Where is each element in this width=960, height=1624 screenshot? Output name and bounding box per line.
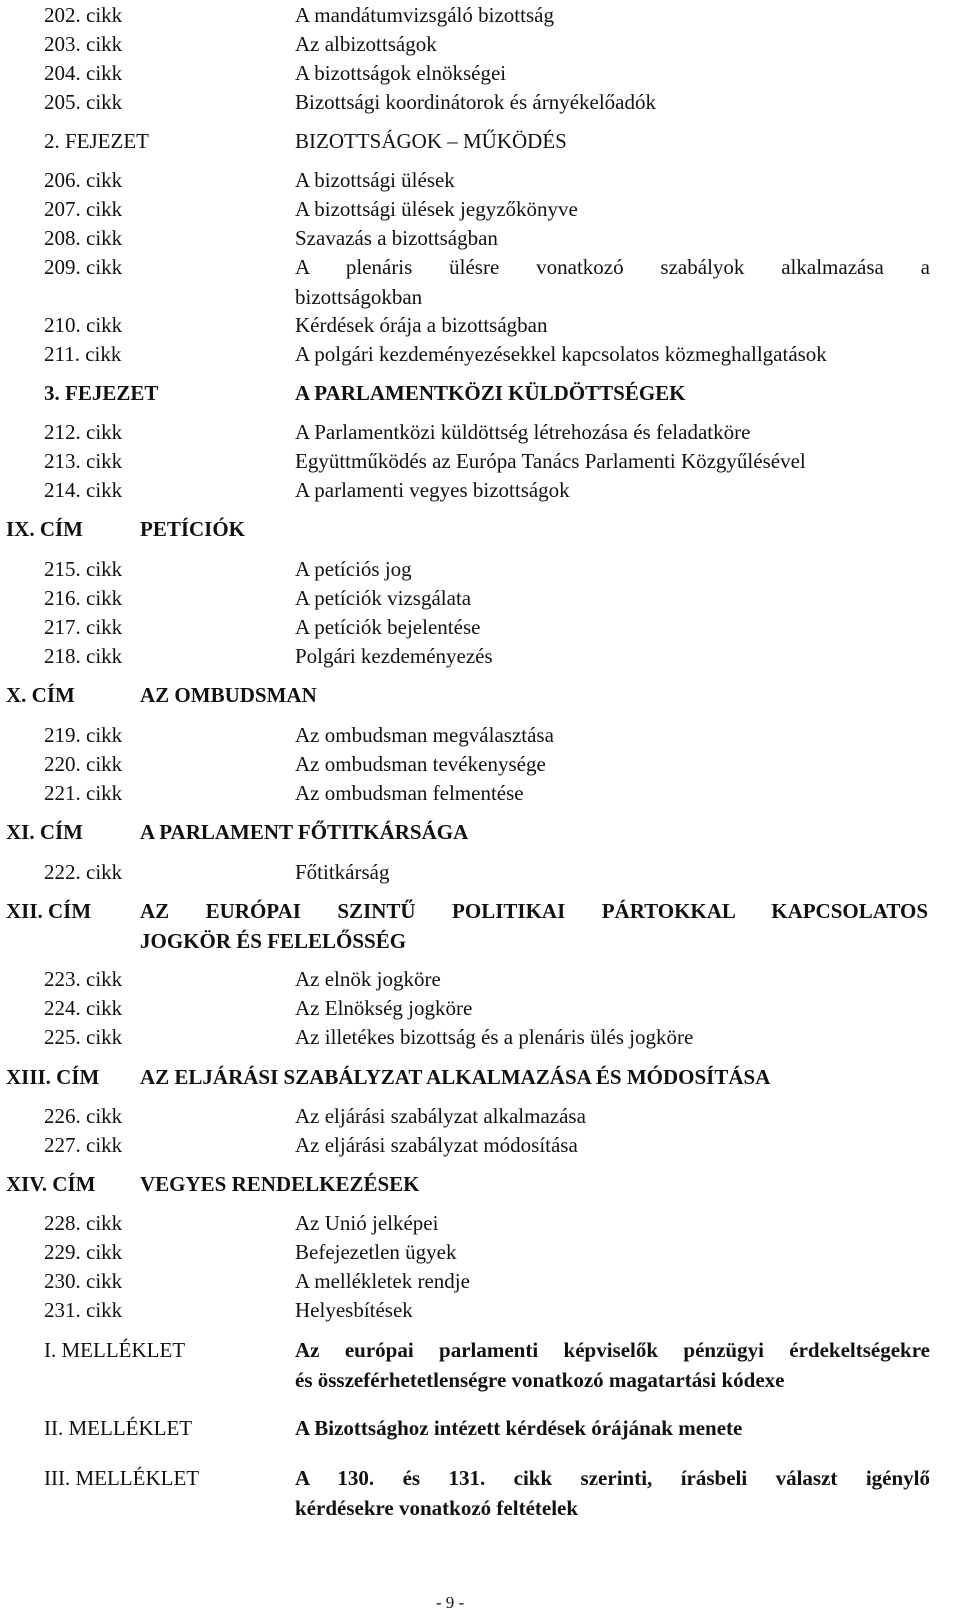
article-title: Az ombudsman tevékenysége: [295, 752, 546, 776]
annex-title-line: és összeférhetetlenségre vonatkozó magatartási kódexe: [295, 1368, 785, 1392]
chapter-heading: [0, 126, 960, 156]
toc-entry: [0, 857, 960, 887]
toc-entry: [0, 58, 960, 88]
toc-entry: [0, 964, 960, 994]
title-heading: [0, 680, 960, 710]
article-title: [295, 252, 930, 312]
annex-entry: [0, 1463, 960, 1523]
article-number: 226. cikk: [44, 1104, 123, 1128]
annex-title-line: Az európai parlamenti képviselők pénzügyi érdekeltségekre: [295, 1338, 930, 1362]
article-title: Az elnök jogköre: [295, 967, 441, 991]
title-number: XIV. CÍM: [6, 1172, 96, 1196]
article-number: 203. cikk: [44, 32, 123, 56]
article-title: A parlamenti vegyes bizottságok: [295, 478, 570, 502]
title-name-line: AZ EURÓPAI SZINTŰ POLITIKAI PÁRTOKKAL KAPCSOLATOS: [140, 899, 928, 923]
article-title: Főtitkárság: [295, 860, 390, 884]
article-number: 208. cikk: [44, 226, 123, 250]
title-number: IX. CÍM: [6, 517, 83, 541]
article-title: A polgári kezdeményezésekkel kapcsolatos közmeghallgatások: [295, 342, 827, 366]
article-number: 224. cikk: [44, 996, 123, 1020]
toc-entry: [0, 310, 960, 340]
chapter-title: BIZOTTSÁGOK – MŰKÖDÉS: [295, 129, 567, 153]
article-title-line: A plenáris ülésre vonatkozó szabályok alkalmazása a: [295, 255, 930, 279]
toc-entry: [0, 0, 960, 30]
article-number: 207. cikk: [44, 197, 123, 221]
title-heading: [0, 817, 960, 847]
toc-entry: [0, 1130, 960, 1160]
title-heading: [0, 1062, 960, 1092]
title-name: VEGYES RENDELKEZÉSEK: [140, 1172, 420, 1196]
article-number: 210. cikk: [44, 313, 123, 337]
toc-entry: [0, 993, 960, 1023]
toc-entry: [0, 223, 960, 253]
toc-entry: [0, 720, 960, 750]
toc-entry: [0, 339, 960, 369]
chapter-number: 3. FEJEZET: [44, 381, 159, 405]
article-title: Az ombudsman felmentése: [295, 781, 524, 805]
toc-entry: [0, 554, 960, 584]
title-name: AZ OMBUDSMAN: [140, 683, 317, 707]
article-number: 221. cikk: [44, 781, 123, 805]
page-number: - 9 -: [435, 1593, 465, 1612]
chapter-title: A PARLAMENTKÖZI KÜLDÖTTSÉGEK: [295, 381, 686, 405]
article-title: Bizottsági koordinátorok és árnyékelőadók: [295, 90, 656, 114]
article-title: A mellékletek rendje: [295, 1269, 470, 1293]
article-number: 229. cikk: [44, 1240, 123, 1264]
article-title: Együttműködés az Európa Tanács Parlamenti Közgyűlésével: [295, 449, 806, 473]
toc-entry: [0, 165, 960, 195]
title-number: XII. CÍM: [6, 899, 92, 923]
article-number: 215. cikk: [44, 557, 123, 581]
annex-title-line: A 130. és 131. cikk szerinti, írásbeli választ igénylő: [295, 1466, 930, 1490]
article-number: 220. cikk: [44, 752, 123, 776]
article-number: 205. cikk: [44, 90, 123, 114]
article-number: 204. cikk: [44, 61, 123, 85]
article-title: Szavazás a bizottságban: [295, 226, 498, 250]
title-number: XIII. CÍM: [6, 1065, 100, 1089]
toc-entry: [0, 1295, 960, 1325]
toc-entry: [0, 749, 960, 779]
article-number: 211. cikk: [44, 342, 122, 366]
article-number: 219. cikk: [44, 723, 123, 747]
title-heading: [0, 514, 960, 544]
article-number: 228. cikk: [44, 1211, 123, 1235]
article-number: 209. cikk: [44, 255, 123, 279]
article-number: 218. cikk: [44, 644, 123, 668]
toc-entry: [0, 252, 960, 312]
article-number: 231. cikk: [44, 1298, 123, 1322]
title-name: [140, 896, 928, 956]
annex-title: [295, 1463, 930, 1523]
toc-entry: [0, 417, 960, 447]
article-title: Az albizottságok: [295, 32, 437, 56]
toc-entry: [0, 778, 960, 808]
title-heading: [0, 1169, 960, 1199]
article-title: Helyesbítések: [295, 1298, 413, 1322]
article-title: A bizottsági ülések: [295, 168, 455, 192]
article-title: Az illetékes bizottság és a plenáris ülés jogköre: [295, 1025, 694, 1049]
article-title: Az eljárási szabályzat alkalmazása: [295, 1104, 586, 1128]
annex-title: [295, 1335, 930, 1395]
article-title: A petíciók vizsgálata: [295, 586, 472, 610]
toc-entry: [0, 583, 960, 613]
article-title-line: bizottságokban: [295, 285, 423, 309]
article-title: A petíciók bejelentése: [295, 615, 481, 639]
annex-entry: [0, 1413, 960, 1443]
article-title: Befejezetlen ügyek: [295, 1240, 457, 1264]
article-title: Az Elnökség jogköre: [295, 996, 473, 1020]
article-number: 217. cikk: [44, 615, 123, 639]
article-number: 223. cikk: [44, 967, 123, 991]
article-title: A mandátumvizsgáló bizottság: [295, 3, 554, 27]
annex-entry: [0, 1335, 960, 1395]
toc-entry: [0, 446, 960, 476]
annex-title: A Bizottsághoz intézett kérdések órájának menete: [295, 1416, 743, 1440]
title-name: AZ ELJÁRÁSI SZABÁLYZAT ALKALMAZÁSA ÉS MÓDOSÍTÁSA: [140, 1065, 771, 1089]
article-number: 222. cikk: [44, 860, 123, 884]
title-number: X. CÍM: [6, 683, 75, 707]
toc-entry: [0, 1101, 960, 1131]
annex-number: II. MELLÉKLET: [44, 1416, 193, 1440]
toc-entry: [0, 1237, 960, 1267]
chapter-number: 2. FEJEZET: [44, 129, 149, 153]
toc-entry: [0, 29, 960, 59]
toc-entry: [0, 612, 960, 642]
toc-entry: [0, 641, 960, 671]
article-title: Az eljárási szabályzat módosítása: [295, 1133, 578, 1157]
annex-number: I. MELLÉKLET: [44, 1338, 186, 1362]
article-title: A bizottságok elnökségei: [295, 61, 507, 85]
article-title: Polgári kezdeményezés: [295, 644, 493, 668]
title-name-line: JOGKÖR ÉS FELELŐSSÉG: [140, 929, 407, 953]
toc-entry: [0, 194, 960, 224]
article-title: A petíciós jog: [295, 557, 412, 581]
article-number: 206. cikk: [44, 168, 123, 192]
article-title: Az Unió jelképei: [295, 1211, 439, 1235]
article-number: 202. cikk: [44, 3, 123, 27]
toc-entry: [0, 1022, 960, 1052]
article-title: A bizottsági ülések jegyzőkönyve: [295, 197, 578, 221]
title-heading: [0, 896, 960, 956]
article-number: 230. cikk: [44, 1269, 123, 1293]
title-number: XI. CÍM: [6, 820, 83, 844]
annex-title-line: kérdésekre vonatkozó feltételek: [295, 1496, 579, 1520]
article-number: 227. cikk: [44, 1133, 123, 1157]
article-number: 216. cikk: [44, 586, 123, 610]
annex-number: III. MELLÉKLET: [44, 1466, 200, 1490]
toc-entry: [0, 475, 960, 505]
article-number: 212. cikk: [44, 420, 123, 444]
title-name: PETÍCIÓK: [140, 517, 246, 541]
article-title: A Parlamentközi küldöttség létrehozása és feladatköre: [295, 420, 751, 444]
toc-entry: [0, 1208, 960, 1238]
article-title: Az ombudsman megválasztása: [295, 723, 554, 747]
toc-entry: [0, 1266, 960, 1296]
article-number: 225. cikk: [44, 1025, 123, 1049]
title-name: A PARLAMENT FŐTITKÁRSÁGA: [140, 820, 469, 844]
article-number: 213. cikk: [44, 449, 123, 473]
article-title: Kérdések órája a bizottságban: [295, 313, 548, 337]
article-number: 214. cikk: [44, 478, 123, 502]
chapter-heading: [0, 378, 960, 408]
toc-entry: [0, 87, 960, 117]
